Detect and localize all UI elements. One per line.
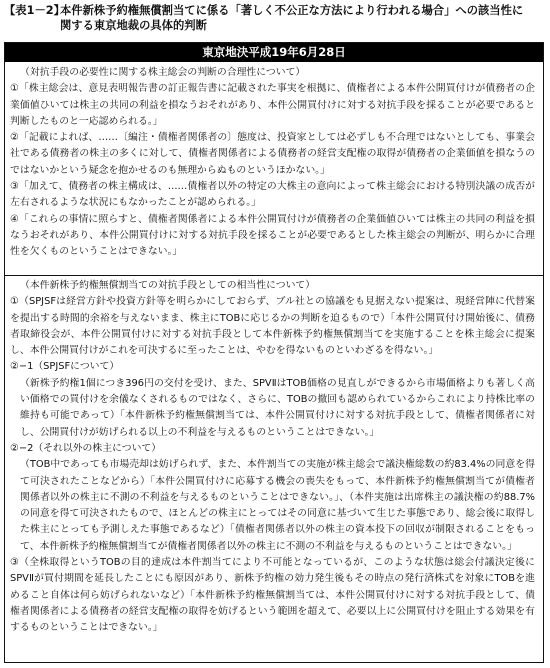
proportionality-point-3: ③（全株取得というTOBの目的達成は本件割当てにより不可能となっているが、このような状態は総会付議決定後にSPVⅡが買付期間を延長したことにも原因があり、新株予約権の効力発生後もその時点の発行済株式を対象にTOBを進めること自体は何ら妨げられないなど）「本件新株予約権無償割当ては、本件公開買付けに対する対抗手段として、債権者関係者による債務者の経営支配権の取得を妨げるという範囲を超えて、必要以上に公開買付けを阻止する効果を有するものということはできない。」 bbox=[10, 557, 535, 634]
document-title bbox=[4, 3, 544, 33]
table-header: 東京地決平成19年6月28日 bbox=[5, 43, 543, 62]
table-number-label: 【表1－2】 bbox=[4, 4, 65, 17]
other-shareholders-text: （TOB中であっても市場売却は妨げられず、また、本件割当ての実施が株主総会で議決権総数の約83.4%の同意を得て可決されたことなどから）「本件公開買付けに応募する機会の喪失をもって、本件新株予約権無償割当てが債権者関係者以外の株主に不測の不利益を与えるものということはできない。」、（本件実施は出席株主の議決権の約88.7%の同意を得て可決されたもので、ほとんどの株主にとってはその同意に基づいて生じた事態であり、総会後に取得した株主にとっても予測しえた事態であるなど）「債権者関係者以外の株主の資本投下の回収が制限されることをもって、本件新株予約権無償割当てが債権者関係者以外の株主に不測の不利益を与えるものということはできない。」 bbox=[20, 459, 535, 552]
necessity-point-4: ④「これらの事情に照らすと、債権者関係者による本件公開買付けが債務者の企業価値ひいては株主の共同の利益を損なうおそれがあり、本件公開買付けに対する対抗手段を採ることが必要であるとした株主総会の判断が、明らかに合理性を欠くものということはできない。」 bbox=[10, 213, 535, 258]
spjsf-subheading: ②−1（SPJSFについて） bbox=[10, 361, 120, 373]
spjsf-text: （新株予約権1個につき396円の交付を受け、また、SPVⅡはTOB価格の見直しができるから市場価格よりも著しく高い価格での買付けを余儀なくされるものではなく、さらに、TOBの撤回も認められているからこれにより持株比率の維持も可能であって）「本件新株予約権無償割当ては、本件公開買付けに対する対抗手段として、債権者関係者に対し、公開買付けが妨げられる以上の不利益を与えるものということはできない。」 bbox=[20, 377, 535, 438]
decision-table bbox=[4, 42, 544, 663]
title-line-1: 本件新株予約権無償割当てに係る「著しく不公正な方法により行われる場合」への該当性に bbox=[60, 4, 524, 17]
proportionality-heading: （本件新株予約権無償割当ての対抗手段としての相当性について） bbox=[20, 280, 316, 291]
necessity-section bbox=[5, 63, 543, 275]
necessity-point-1: ①「株主総会は、意見表明報告書の訂正報告書に記載された事実を根拠に、債権者による本件公開買付けが債務者の企業価値ひいては株主の共同の利益を損なうおそれがあり、本件公開買付けに対する対抗手段を採ることが必要であると判断したものと一応認められる。」 bbox=[10, 83, 535, 127]
necessity-heading: （対抗手段の必要性に関する株主総会の判断の合理性について） bbox=[20, 67, 306, 78]
other-shareholders-subheading: ②−2（それ以外の株主について） bbox=[10, 442, 162, 454]
necessity-point-3: ③「加えて、債務者の株主構成は、……債権者以外の特定の大株主の意向によって株主総会における特別決議の成否が左右されるような状況にもなかったことが認められる。」 bbox=[10, 181, 535, 209]
proportionality-point-1: ①（SPJSFは経営方針や投資方針等を明らかにしておらず、ブル社との協議をも見据えない提案は、現経営陣に代替案を提出する時間的余裕を与えないまま、株主にTOBに応じるかの判断を迫るもので）「本件公開買付け開始後に、債務者取締役会が、本件公開買付けに対する対抗手段として本件新株予約権無償割当てを実施することを株主総会に提案し、本件公開買付けがこれを可決するに至ったことは、やむを得ないものといわざるを得ない。」 bbox=[10, 296, 535, 357]
proportionality-section bbox=[5, 275, 543, 662]
title-line-2: 関する東京地裁の具体的判断 bbox=[60, 19, 207, 32]
necessity-point-2: ②「記載によれば、……〔編注・債権者関係者の〕態度は、投資家としては必ずしも不合理ではないとしても、事業会社である債務者の株主の多くに対して、債権者関係者による債務者の経営支配権の取得が債務者の企業価値を損なうのではないかという疑念を抱かせるのも無理からぬものというほかない。」 bbox=[10, 132, 535, 176]
